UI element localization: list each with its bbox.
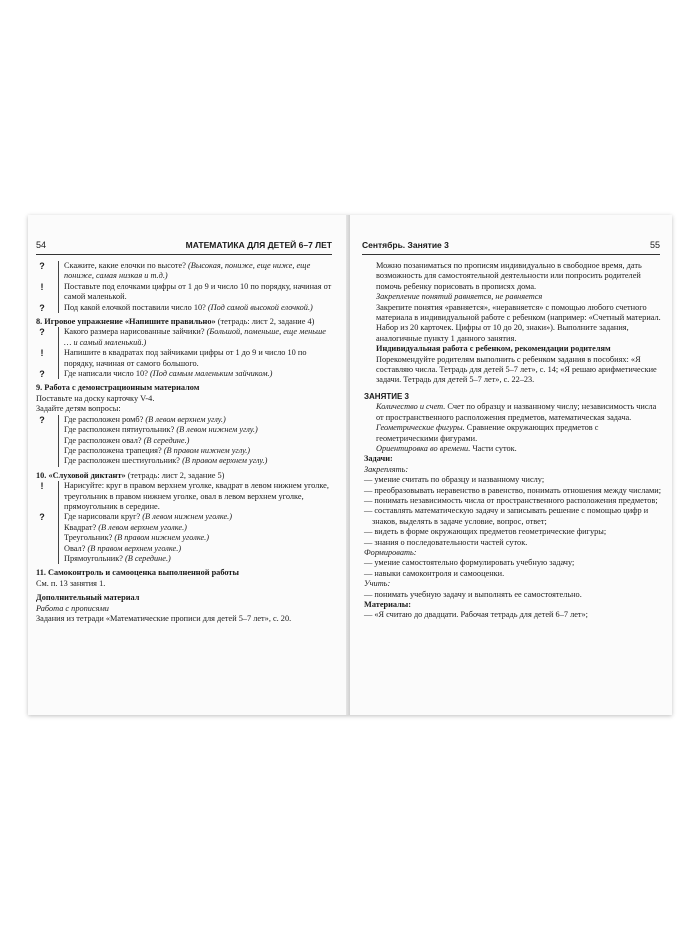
exclamation-icon: !: [40, 348, 44, 359]
topic-text: Сравнение окружающих предметов с геометрическими фигурами.: [376, 423, 599, 443]
topic-label: Ориентировка во времени.: [376, 443, 471, 453]
lesson-heading: ЗАНЯТИЕ 3: [364, 391, 409, 401]
body-text: Задайте детям вопросы:: [36, 404, 121, 414]
list-item: Где расположена трапеция? (В правом нижнем углу.): [64, 445, 251, 455]
left-running-title: МАТЕМАТИКА ДЛЯ ДЕТЕЙ 6–7 ЛЕТ: [185, 240, 332, 250]
question-mark-icon: ?: [39, 327, 45, 338]
instruction-text: Поставьте под елочками цифры от 1 до 9 и число 10 по порядку, начиная от самой маленькой.: [64, 281, 332, 302]
question-text: Где написали число 10?: [64, 369, 150, 379]
list-item: Где расположен ромб? (В левом верхнем углу.): [64, 414, 226, 424]
question-mark-icon: ?: [39, 302, 45, 313]
list-item: — составлять математическую задачу и записывать решение с помощью цифр и знаков, выделять в задаче условие, вопрос, ответ;: [364, 506, 649, 526]
section-note: (тетрадь: лист 2, задание 5): [125, 470, 225, 480]
list-item: Где нарисовали круг? (В левом нижнем уголке.): [64, 512, 233, 522]
question-mark-icon: ?: [39, 414, 45, 425]
question-text: Какого размера нарисованные зайчики?: [64, 327, 207, 337]
question-list: [39, 512, 334, 564]
list-item: Квадрат? (В левом верхнем уголке.): [64, 522, 187, 532]
body-text: Поставьте на доску карточку V-4.: [36, 393, 155, 403]
topic-text: Части суток.: [470, 443, 517, 453]
section-heading: Индивидуальная работа с ребенком, рекомендации родителям: [376, 344, 611, 354]
question-list: [39, 414, 334, 467]
left-page-number: 54: [36, 240, 47, 250]
list-item: — понимать учебную задачу и выполнять ее самостоятельно.: [364, 589, 582, 599]
list-item: Где расположен овал? (В середине.): [64, 435, 190, 445]
topic-label: Количество и счет.: [376, 402, 446, 412]
list-item: — умение самостоятельно формулировать учебную задачу;: [364, 558, 575, 568]
question-block: [39, 369, 334, 380]
instruction-text: Нарисуйте: круг в правом верхнем уголке, квадрат в левом нижнем уголке, треугольник в правом нижнем уголке, овал в левом верхнем уголке, прямоугольник в середине.: [64, 481, 329, 511]
answer-text: (Высокая, пониже, еще ниже, еще пониже, самая низкая и т.д.): [64, 261, 311, 281]
list-item: Где расположен пятиугольник? (В левом нижнем углу.): [64, 425, 258, 435]
subsection-title: Работа с прописями: [36, 603, 109, 613]
left-running-head: [36, 240, 332, 255]
section-heading: 8. Игровое упражнение «Напишите правильно»: [36, 317, 216, 327]
section-heading: Дополнительный материал: [36, 593, 140, 603]
list-item: Овал? (В правом верхнем уголке.): [64, 543, 182, 553]
question-block: [39, 302, 334, 313]
answer-text: (Под самым маленьким зайчиком.): [149, 369, 273, 379]
question-block: [39, 261, 334, 282]
list-item: — знания о последовательности частей суток.: [364, 537, 528, 547]
exclamation-icon: !: [40, 281, 44, 292]
instruction-text: Напишите в квадратах под зайчиками цифры от 1 до 9 и число 10 по порядку, начиная от самого большого.: [64, 348, 307, 368]
section-note: (тетрадь: лист 2, задание 4): [215, 317, 315, 327]
tasks-heading: Задачи:: [364, 454, 393, 464]
question-mark-icon: ?: [39, 369, 45, 380]
section-heading: 9. Работа с демонстрационным материалом: [36, 383, 200, 393]
goal-label: Формировать:: [364, 547, 417, 557]
topic-text: Счет по образцу и названному числу; независимость числа от пространственного расположения предметов, математическая задача.: [376, 402, 657, 422]
exclamation-icon: !: [40, 481, 44, 492]
open-book: [28, 215, 672, 715]
materials-heading: Материалы:: [364, 600, 412, 609]
right-page-number: 55: [649, 240, 660, 250]
list-item: Где расположен шестиугольник? (В правом верхнем углу.): [64, 456, 268, 466]
left-page: [28, 215, 350, 715]
list-item: Треугольник? (В правом нижнем уголке.): [64, 533, 210, 543]
section-heading: 11. Самоконтроль и самооценка выполненной работы: [36, 568, 239, 578]
right-running-head: [362, 240, 660, 255]
topic-label: Геометрические фигуры.: [376, 423, 465, 433]
body-text: Порекомендуйте родителям выполнить с ребенком задания в пособиях: «Я составляю числа. Тетрадь для детей 5–7 лет», с. 14; «Я решаю арифметические задачи. Тетрадь для детей 5–7 лет», с. 22–23.: [376, 354, 657, 385]
subsection-title: Закрепление понятий равняется, не равняется: [376, 292, 543, 302]
list-item: — понимать независимость числа от пространственного расположения предметов;: [364, 495, 658, 505]
question-mark-icon: ?: [39, 261, 45, 271]
question-text: Под какой елочкой поставили число 10?: [64, 302, 208, 312]
instruction-block: [40, 281, 334, 303]
question-text: Скажите, какие елочки по высоте?: [64, 261, 188, 270]
instruction-block: [40, 348, 334, 369]
answer-text: (Большой, поменьше, еще меньше … и самый маленький.): [64, 327, 326, 347]
answer-text: (Под самой высокой елочкой.): [207, 302, 313, 312]
body-text: Задания из тетради «Математические прописи для детей 5–7 лет», с. 20.: [36, 614, 292, 623]
left-content: [36, 261, 334, 624]
list-item: — преобразовывать неравенство в равенство, понимать отношения между числами;: [364, 485, 662, 495]
list-item: — «Я считаю до двадцати. Рабочая тетрадь для детей 6–7 лет»;: [364, 610, 588, 620]
question-block: [39, 327, 334, 348]
question-mark-icon: ?: [39, 512, 45, 523]
instruction-block: [40, 481, 334, 512]
body-text: См. п. 13 занятия 1.: [36, 578, 106, 588]
list-item: — умение считать по образцу и названному числу;: [364, 475, 545, 485]
section-heading: 10. «Слуховой диктант»: [36, 470, 126, 480]
right-page: [350, 215, 672, 715]
list-item: — видеть в форме окружающих предметов геометрические фигуры;: [364, 527, 607, 537]
body-text: Можно позаниматься по прописям индивидуально в свободное время, дать возможность для самостоятельной деятельности или попросить родителей помочь ребенку порисовать в прописях дома.: [376, 261, 642, 291]
right-content: [364, 261, 662, 621]
right-running-title: Сентябрь. Занятие 3: [362, 240, 449, 250]
goal-label: Учить:: [364, 579, 391, 589]
body-text: Закрепите понятия «равняется», «неравняется» с помощью любого счетного материала в индивидуальной работе с ребенком (например: «Счетный материал. Набор из 20 карточек. Цифры от 10 до 20, знаки»). Выполните задания, аналогичные пункту 1 данного занятия.: [376, 302, 661, 343]
list-item: Прямоугольник? (В середине.): [64, 553, 171, 563]
list-item: — навыки самоконтроля и самооценки.: [364, 568, 505, 578]
goal-label: Закреплять:: [364, 464, 409, 474]
